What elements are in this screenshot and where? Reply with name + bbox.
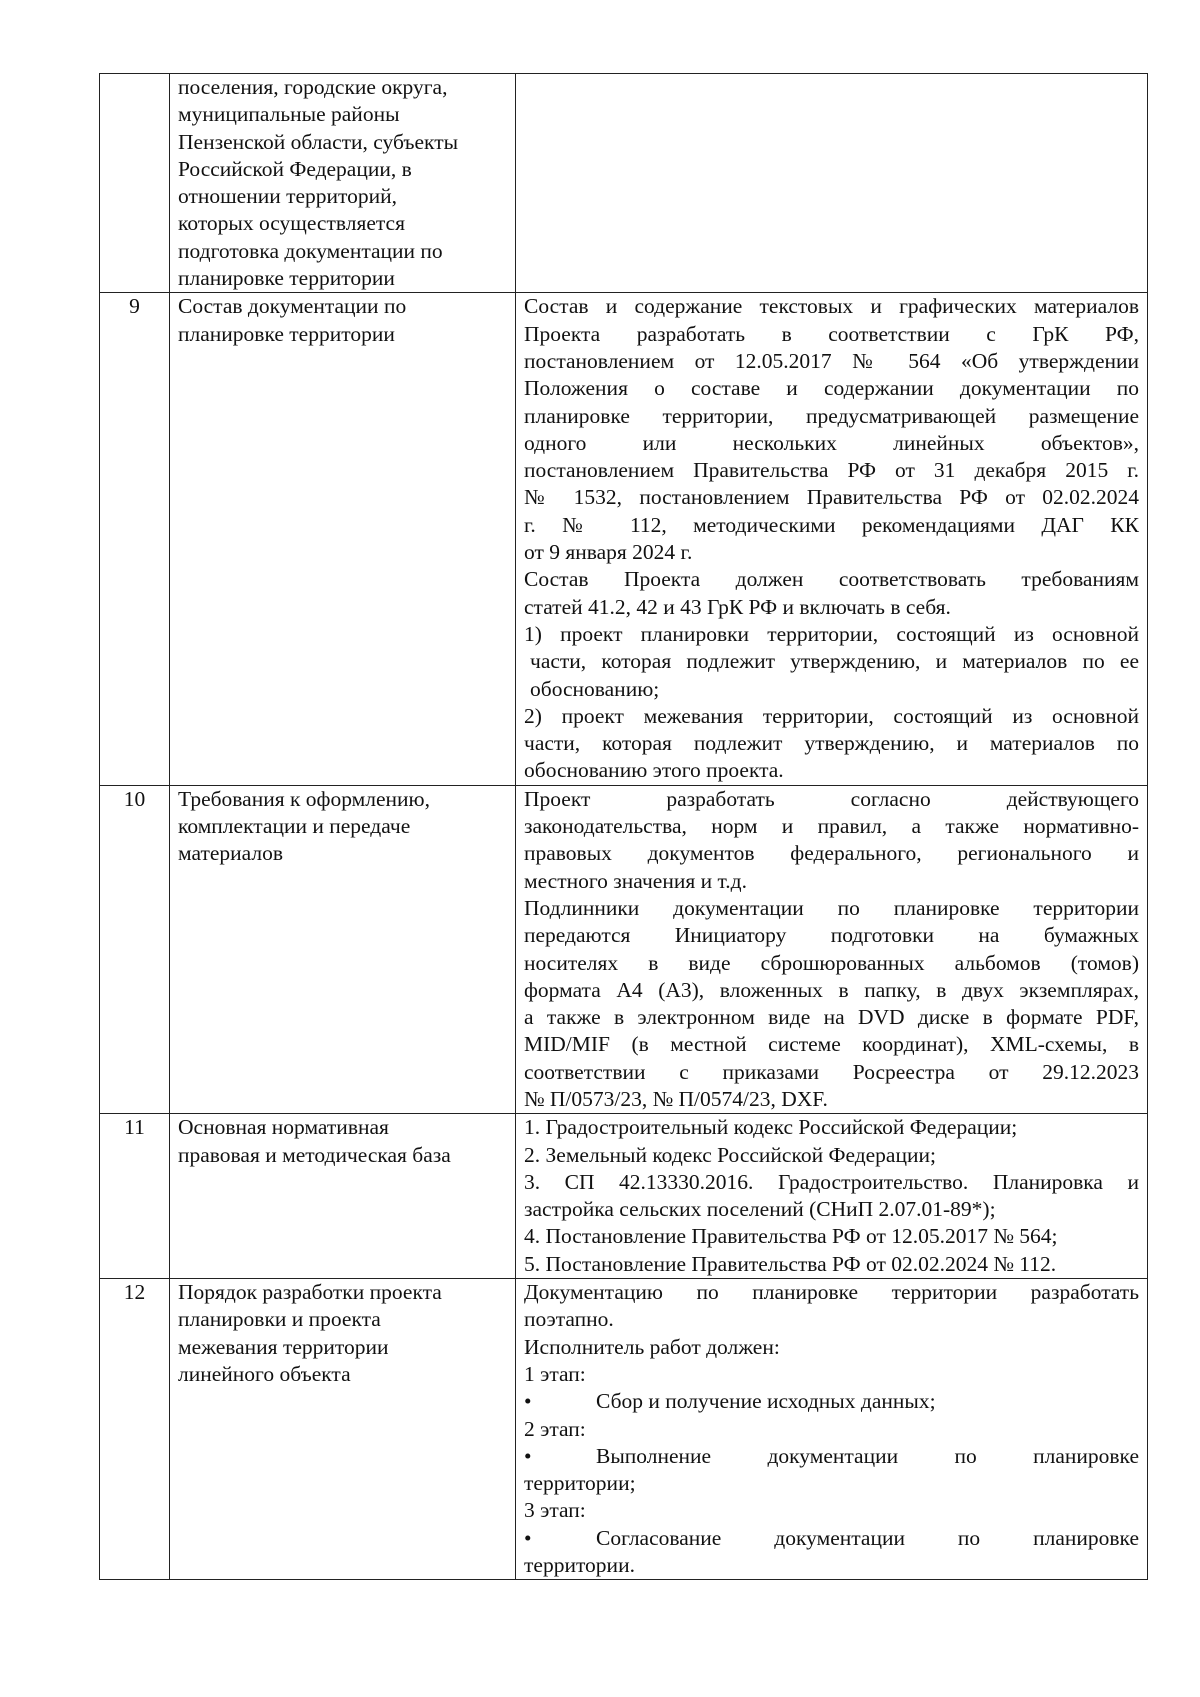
row-name-cell [170, 74, 516, 293]
content-line: г. № 112, методическими рекомендациями ДАГ КК [524, 512, 1139, 537]
name-line: Требования к оформлению, [178, 786, 430, 811]
content-line: Положения о составе и содержании документации по [524, 376, 1139, 401]
content-line: Подлинники документации по планировке территории [524, 895, 1139, 920]
content-line: 2) проект межевания территории, состоящий из основной [524, 703, 1139, 728]
list-item: 2. Земельный кодекс Российской Федерации; [524, 1142, 936, 1167]
row-content-cell [516, 1279, 1148, 1580]
content-line: поэтапно. [524, 1307, 614, 1332]
content-line: Исполнитель работ должен: [524, 1334, 780, 1359]
bullet-icon: • [524, 1525, 532, 1550]
row-name-cell [170, 785, 516, 1114]
table-row-11 [100, 1114, 1148, 1279]
name-line: планировке территории [178, 266, 395, 291]
stage-label: 2 этап: [524, 1416, 586, 1441]
content-line: части, которая подлежит утверждению, и материалов по [524, 731, 1139, 756]
name-line: линейного объекта [178, 1361, 351, 1386]
list-item [524, 1388, 1139, 1415]
row-number-cell: 10 [100, 785, 170, 1114]
row-content-cell [516, 1114, 1148, 1279]
content-line: формата А4 (А3), вложенных в папку, в двух экземплярах, [524, 977, 1139, 1002]
content-line: 1) проект планировки территории, состоящий из основной [524, 621, 1139, 646]
name-line: Состав документации по [178, 294, 407, 319]
row-content-cell [516, 74, 1148, 293]
content-line: законодательства, норм и правил, а также нормативно- [524, 814, 1139, 839]
name-line: поселения, городские округа, [178, 75, 448, 99]
content-line: территории. [524, 1553, 635, 1578]
row-number-cell: 9 [100, 293, 170, 785]
row-number-cell: 12 [100, 1279, 170, 1580]
name-line: которых осуществляется [178, 211, 405, 236]
table-row-12 [100, 1279, 1148, 1580]
name-line: Основная нормативная [178, 1115, 389, 1140]
content-line: носителях в виде сброшюрованных альбомов (томов) [524, 950, 1139, 975]
name-line: Порядок разработки проекта [178, 1280, 442, 1305]
content-line: № 1532, постановлением Правительства РФ от 02.02.2024 [524, 485, 1139, 510]
content-line: Состав и содержание текстовых и графических материалов [524, 294, 1139, 319]
content-line: обоснованию этого проекта. [524, 758, 784, 783]
list-item: 5. Постановление Правительства РФ от 02.02.2024 № 112. [524, 1251, 1057, 1276]
content-line: Состав Проекта должен соответствовать требованиям [524, 567, 1139, 592]
content-line: а также в электронном виде на DVD диске в формате PDF, [524, 1005, 1139, 1030]
content-line: статей 41.2, 42 и 43 ГрК РФ и включать в себя. [524, 594, 951, 619]
name-line: подготовка документации по [178, 238, 443, 263]
table-row-10 [100, 785, 1148, 1114]
list-item: 4. Постановление Правительства РФ от 12.05.2017 № 564; [524, 1224, 1058, 1249]
name-line: отношении территорий, [178, 184, 398, 209]
bullet-icon: • [524, 1389, 532, 1414]
row-name-cell [170, 293, 516, 785]
content-line: местного значения и т.д. [524, 868, 747, 893]
table-row-continued [100, 74, 1148, 293]
name-line: муниципальные районы [178, 102, 400, 127]
list-item: застройка сельских поселений (СНиП 2.07.01-89*); [524, 1197, 996, 1222]
bullet-text: Сбор и получение исходных данных; [596, 1389, 936, 1414]
list-item: 3. СП 42.13330.2016. Градостроительство. Планировка и [524, 1169, 1139, 1194]
content-line: соответствии с приказами Росреестра от 29.12.2023 [524, 1059, 1139, 1084]
content-line: планировке территории, предусматривающей размещение [524, 403, 1139, 428]
content-line: Документацию по планировке территории разработать [524, 1280, 1139, 1305]
table-row-9 [100, 293, 1148, 785]
list-item [524, 1525, 1139, 1552]
name-line: планировке территории [178, 321, 395, 346]
name-line: правовая и методическая база [178, 1142, 451, 1167]
name-line: комплектации и передаче [178, 814, 411, 839]
row-name-cell [170, 1279, 516, 1580]
content-line: от 9 января 2024 г. [524, 540, 693, 565]
content-line: обоснованию; [530, 676, 660, 701]
name-line: межевания территории [178, 1334, 389, 1359]
row-number-cell: 11 [100, 1114, 170, 1279]
content-line: части, которая подлежит утверждению, и материалов по ее [530, 649, 1139, 674]
list-item [524, 1443, 1139, 1470]
name-line: материалов [178, 841, 284, 866]
stage-label: 3 этап: [524, 1498, 586, 1523]
content-line: Проект разработать согласно действующего [524, 786, 1139, 811]
name-line: планировки и проекта [178, 1307, 381, 1332]
stage-label: 1 этап: [524, 1361, 586, 1386]
content-line: Проекта разработать в соответствии с ГрК РФ, [524, 321, 1139, 346]
row-number-cell [100, 74, 170, 293]
name-line: Пензенской области, субъекты [178, 129, 459, 154]
content-line: правовых документов федерального, регионального и [524, 841, 1139, 866]
row-content-cell [516, 293, 1148, 785]
row-content-cell [516, 785, 1148, 1114]
content-line: передаются Инициатору подготовки на бумажных [524, 923, 1139, 948]
content-line: постановлением Правительства РФ от 31 декабря 2015 г. [524, 458, 1139, 483]
list-item: 1. Градостроительный кодекс Российской Федерации; [524, 1115, 1018, 1140]
bullet-text: Выполнение документации по планировке [596, 1443, 1139, 1468]
content-line: территории; [524, 1471, 636, 1496]
content-line: MID/MIF (в местной системе координат), XML-схемы, в [524, 1032, 1139, 1057]
bullet-text: Согласование документации по планировке [596, 1525, 1139, 1550]
content-line: одного или нескольких линейных объектов», [524, 430, 1139, 455]
row-name-cell [170, 1114, 516, 1279]
terms-table [99, 73, 1148, 1580]
name-line: Российской Федерации, в [178, 156, 412, 181]
bullet-icon: • [524, 1443, 532, 1468]
content-line: постановлением от 12.05.2017 № 564 «Об утверждении [524, 348, 1139, 373]
content-line: № П/0573/23, № П/0574/23, DXF. [524, 1086, 828, 1111]
